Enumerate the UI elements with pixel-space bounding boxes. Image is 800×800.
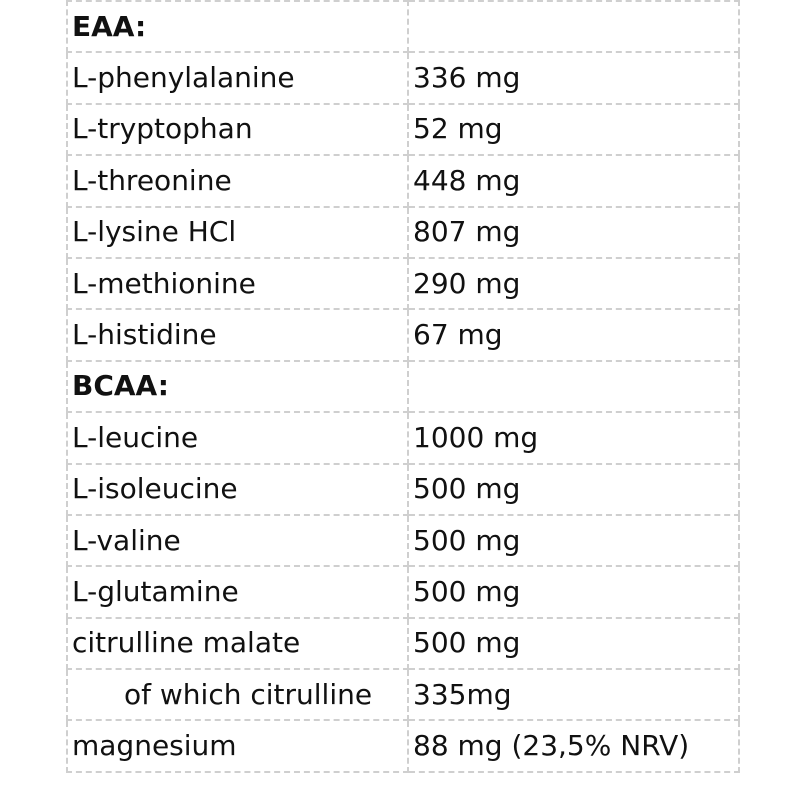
ingredient-name: L-histidine <box>67 309 408 360</box>
ingredient-amount: 88 mg (23,5% NRV) <box>408 720 739 771</box>
ingredient-amount: 500 mg <box>408 566 739 617</box>
sub-ingredient-amount: 335mg <box>408 669 739 720</box>
section-header-row <box>67 1 739 52</box>
amino-acid-table <box>66 0 740 773</box>
sub-ingredient-name: of which citrulline <box>67 669 408 720</box>
ingredient-name: magnesium <box>67 720 408 771</box>
ingredient-name: L-valine <box>67 515 408 566</box>
ingredient-amount: 67 mg <box>408 309 739 360</box>
ingredient-amount: 290 mg <box>408 258 739 309</box>
section-header-amount <box>408 1 739 52</box>
section-header-row <box>67 361 739 412</box>
ingredient-amount: 500 mg <box>408 464 739 515</box>
ingredient-name: L-lysine HCl <box>67 207 408 258</box>
section-header-amount <box>408 361 739 412</box>
ingredient-amount: 52 mg <box>408 104 739 155</box>
table-row <box>67 309 739 360</box>
section-header-label: EAA: <box>67 1 408 52</box>
table-row <box>67 618 739 669</box>
ingredient-name: L-tryptophan <box>67 104 408 155</box>
ingredient-name: L-glutamine <box>67 566 408 617</box>
ingredient-name: L-phenylalanine <box>67 52 408 103</box>
table-row <box>67 155 739 206</box>
table-row <box>67 566 739 617</box>
table-row <box>67 464 739 515</box>
ingredient-amount: 1000 mg <box>408 412 739 463</box>
table-row <box>67 412 739 463</box>
ingredient-name: L-leucine <box>67 412 408 463</box>
table-row <box>67 515 739 566</box>
ingredient-name: L-isoleucine <box>67 464 408 515</box>
ingredient-amount: 500 mg <box>408 515 739 566</box>
table-row <box>67 258 739 309</box>
ingredient-name: L-methionine <box>67 258 408 309</box>
ingredient-amount: 500 mg <box>408 618 739 669</box>
table-row <box>67 669 739 720</box>
ingredient-name: L-threonine <box>67 155 408 206</box>
table-row <box>67 52 739 103</box>
table-row <box>67 720 739 771</box>
ingredient-amount: 336 mg <box>408 52 739 103</box>
ingredient-name: citrulline malate <box>67 618 408 669</box>
table-row <box>67 104 739 155</box>
ingredient-amount: 448 mg <box>408 155 739 206</box>
ingredient-amount: 807 mg <box>408 207 739 258</box>
table-row <box>67 207 739 258</box>
section-header-label: BCAA: <box>67 361 408 412</box>
